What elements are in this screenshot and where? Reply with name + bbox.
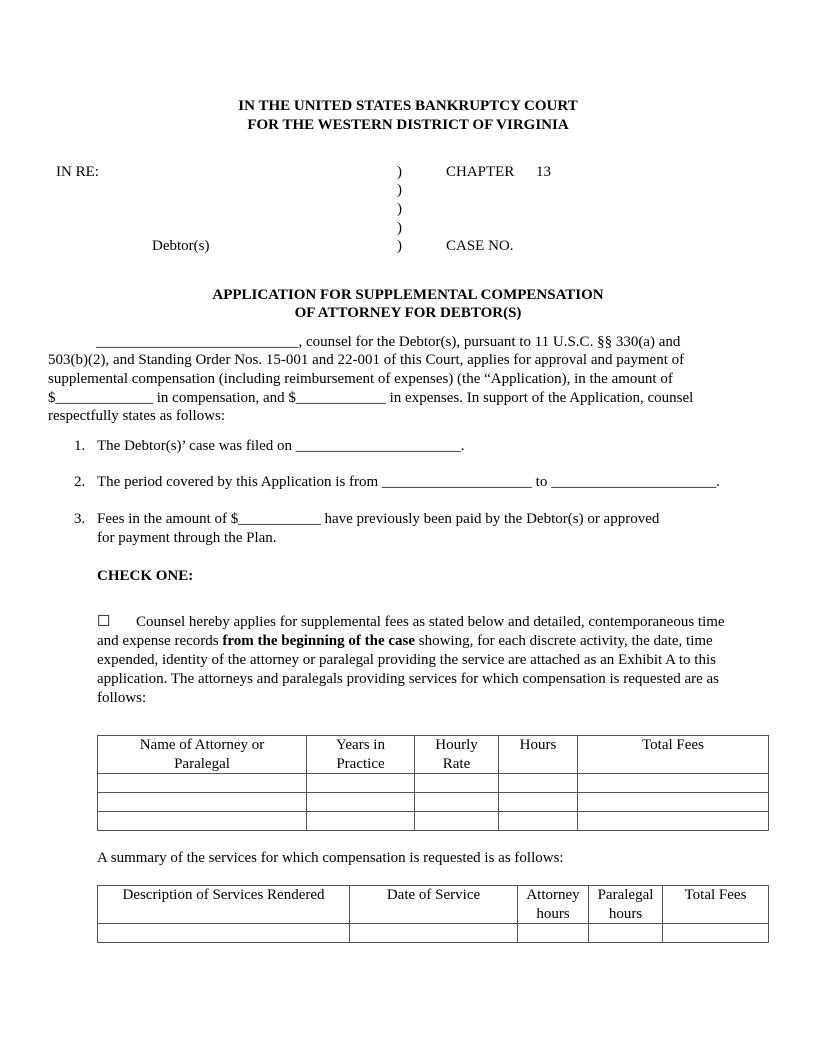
col-header: Paralegal hours	[589, 886, 663, 924]
col-header: Years in Practice	[307, 736, 415, 774]
option-line-3: expended, identity of the attorney or paralegal providing the service are attached as an Exhibit A to this	[97, 652, 716, 668]
cell[interactable]	[663, 924, 769, 943]
option-text: and expense records	[97, 633, 223, 649]
col-header: Date of Service	[350, 886, 518, 924]
chapter-label: CHAPTER	[446, 164, 515, 180]
cell[interactable]	[415, 812, 499, 831]
cell[interactable]	[98, 812, 307, 831]
services-table	[97, 885, 769, 943]
cell[interactable]	[578, 793, 769, 812]
col-header: Attorney hours	[518, 886, 589, 924]
cell[interactable]	[307, 774, 415, 793]
paren: )	[397, 201, 402, 217]
col-header: Hourly Rate	[415, 736, 499, 774]
col-header: Hours	[499, 736, 578, 774]
paren: )	[397, 182, 402, 198]
col-header: Name of Attorney or Paralegal	[98, 736, 307, 774]
cell[interactable]	[518, 924, 589, 943]
item-3-text-2: for payment through the Plan.	[97, 530, 277, 546]
cell[interactable]	[415, 793, 499, 812]
option-text: showing, for each discrete activity, the date, time	[415, 633, 713, 649]
intro-line-2: 503(b)(2), and Standing Order Nos. 15-001 and 22-001 of this Court, applies for approval and payment of	[48, 352, 685, 368]
item-3-num: 3.	[74, 511, 86, 527]
application-title-2: OF ATTORNEY FOR DEBTOR(S)	[294, 305, 522, 321]
cell[interactable]	[578, 774, 769, 793]
counsel-name-blank[interactable]: ___________________________	[96, 334, 299, 350]
item-3-text: Fees in the amount of $___________ have previously been paid by the Debtor(s) or approved	[97, 511, 660, 527]
application-title-1: APPLICATION FOR SUPPLEMENTAL COMPENSATION	[212, 287, 604, 303]
in-re-label: IN RE:	[56, 164, 99, 180]
cell[interactable]	[350, 924, 518, 943]
summary-text: A summary of the services for which compensation is requested is as follows:	[97, 850, 564, 866]
checkbox[interactable]: ☐	[97, 614, 111, 630]
item-2-num: 2.	[74, 474, 86, 490]
table-row	[98, 812, 769, 831]
option-text: Counsel hereby applies for supplemental fees as stated below and detailed, contemporaneous time	[136, 614, 725, 630]
option-bold-text: from the beginning of the case	[222, 633, 416, 649]
intro-line-4: $_____________ in compensation, and $____________ in expenses. In support of the Application, counsel	[48, 390, 694, 406]
cell[interactable]	[307, 793, 415, 812]
item-1-text: The Debtor(s)’ case was filed on ______________________.	[97, 438, 465, 454]
court-title-1: IN THE UNITED STATES BANKRUPTCY COURT	[238, 98, 578, 114]
item-1-num: 1.	[74, 438, 86, 454]
check-one-heading: CHECK ONE:	[97, 568, 194, 584]
col-header: Total Fees	[663, 886, 769, 924]
col-header: Total Fees	[578, 736, 769, 774]
cell[interactable]	[499, 812, 578, 831]
cell[interactable]	[307, 812, 415, 831]
col-header: Description of Services Rendered	[98, 886, 350, 924]
table-row	[98, 774, 769, 793]
paren: )	[397, 238, 402, 254]
table-header-row	[98, 886, 769, 924]
cell[interactable]	[98, 924, 350, 943]
intro-line-3: supplemental compensation (including reimbursement of expenses) (the “Application), in the amount of	[48, 371, 673, 387]
case-no-label: CASE NO.	[446, 238, 514, 254]
option-line-4: application. The attorneys and paralegals providing services for which compensation is requested are as	[97, 671, 720, 687]
item-2-text: The period covered by this Application is from ____________________ to ______________________.	[97, 474, 720, 490]
intro-line-5: respectfully states as follows:	[48, 408, 226, 424]
option-line-5: follows:	[97, 690, 147, 706]
table-header-row	[98, 736, 769, 774]
table-row	[98, 793, 769, 812]
cell[interactable]	[589, 924, 663, 943]
intro-text: , counsel for the Debtor(s), pursuant to 11 U.S.C. §§ 330(a) and	[298, 334, 681, 350]
court-title-2: FOR THE WESTERN DISTRICT OF VIRGINIA	[247, 117, 569, 133]
cell[interactable]	[499, 774, 578, 793]
intro-line-1	[96, 333, 680, 352]
cell[interactable]	[578, 812, 769, 831]
cell[interactable]	[98, 793, 307, 812]
table-row	[98, 924, 769, 943]
chapter-value: 13	[536, 164, 551, 180]
paren: )	[397, 164, 402, 180]
option-line-2	[97, 632, 713, 651]
cell[interactable]	[499, 793, 578, 812]
attorney-table	[97, 735, 769, 831]
debtor-label: Debtor(s)	[152, 238, 210, 254]
cell[interactable]	[98, 774, 307, 793]
paren: )	[397, 220, 402, 236]
option-line-1	[97, 613, 725, 632]
cell[interactable]	[415, 774, 499, 793]
